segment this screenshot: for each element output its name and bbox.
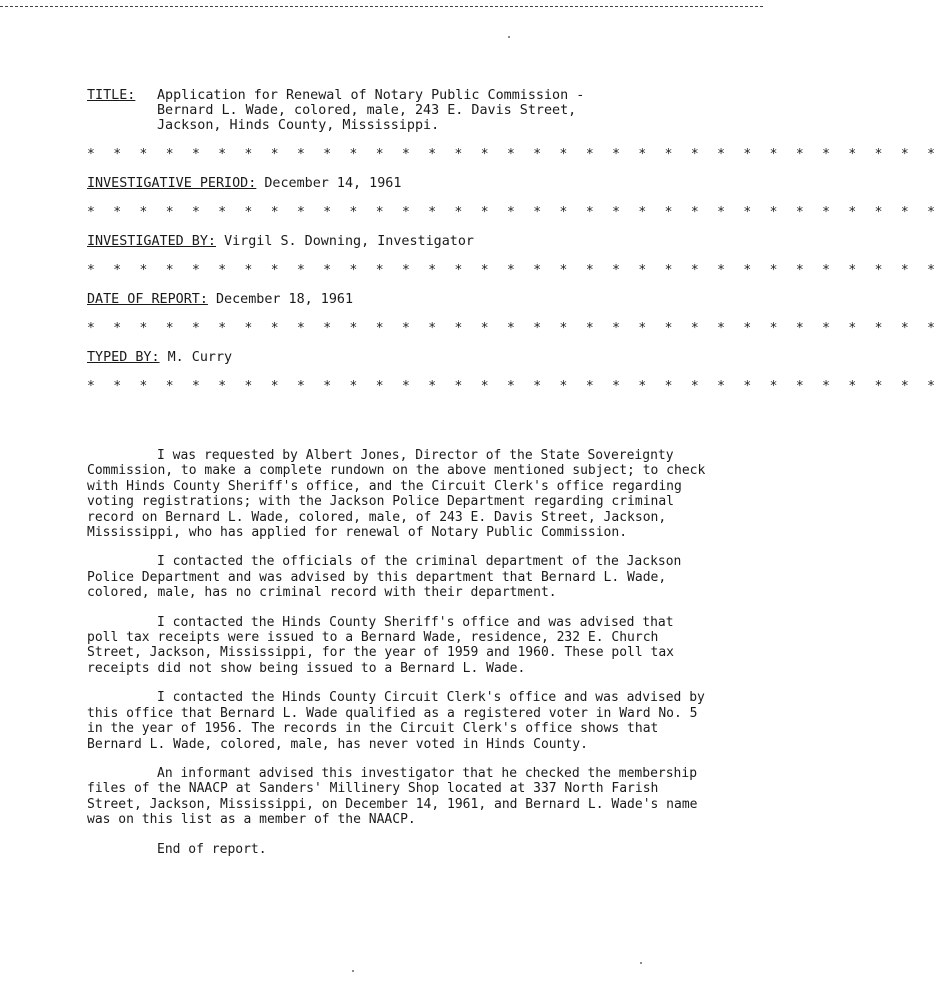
star-separator: * * * * * * * * * * * * * * * * * * * * * * * * * * * * * * * * * — [87, 321, 940, 336]
scan-speck — [508, 36, 510, 38]
star-separator: * * * * * * * * * * * * * * * * * * * * * * * * * * * * * * * * * — [87, 147, 940, 162]
title-text — [157, 88, 584, 133]
star-separator: * * * * * * * * * * * * * * * * * * * * * * * * * * * * * * * * * — [87, 205, 940, 220]
title-line-2: Bernard L. Wade, colored, male, 243 E. Davis Street, — [157, 103, 577, 118]
scan-speck — [640, 962, 642, 964]
closing-line: End of report. — [157, 841, 267, 857]
body-paragraph: I contacted the Hinds County Sheriff's office and was advised that poll tax receipts were issued to a Bernard Wade, residence, 232 E. Church Street, Jackson, Mississippi, for the year of 1959 and 1960. These poll tax receipts did not show being issued to a Bernard L. Wade. — [87, 614, 674, 676]
investigated-by-value: Virgil S. Downing, Investigator — [224, 234, 474, 249]
typed-by-value: M. Curry — [167, 350, 233, 365]
body-paragraph: I contacted the Hinds County Circuit Clerk's office and was advised by this office that Bernard L. Wade qualified as a registered voter in Ward No. 5 in the year of 1956. The records in the Circuit Clerk's office shows that Bernard L. Wade, colored, male, has never voted in Hinds County. — [87, 690, 705, 752]
title-block — [87, 88, 717, 133]
typed-by — [87, 350, 717, 365]
body-paragraph: I was requested by Albert Jones, Director of the State Sovereignty Commission, to make a complete rundown on the above mentioned subject; to check with Hinds County Sheriff's office, and the Circuit Clerk's office regarding voting registrations; with the Jackson Police Department regarding criminal record on Bernard L. Wade, colored, male, of 243 E. Davis Street, Jackson, Mississippi, who has applied for renewal of Notary Public Commission. — [87, 448, 706, 541]
date-of-report-label: DATE OF REPORT: — [87, 292, 208, 307]
star-separator: * * * * * * * * * * * * * * * * * * * * * * * * * * * * * * * * * — [87, 379, 940, 394]
body-paragraph: An informant advised this investigator that he checked the membership files of the NAACP at Sanders' Millinery Shop located at 337 North Farish Street, Jackson, Mississippi, on December 14, 1961, and Bernard L. Wade's name was on this list as a member of the NAACP. — [87, 765, 698, 828]
star-separator: * * * * * * * * * * * * * * * * * * * * * * * * * * * * * * * * * — [87, 263, 940, 278]
date-of-report-value: December 18, 1961 — [216, 292, 354, 307]
perforated-top-edge — [0, 0, 763, 7]
report-body — [87, 448, 712, 871]
title-line-1: Application for Renewal of Notary Public Commission - — [157, 88, 585, 103]
body-paragraph: I contacted the officials of the criminal department of the Jackson Police Department and was advised by this department that Bernard L. Wade, colored, male, has no criminal record with their department. — [87, 554, 682, 601]
investigated-by — [87, 234, 717, 249]
investigative-period-label: INVESTIGATIVE PERIOD: — [87, 176, 257, 191]
investigative-period — [87, 176, 717, 191]
investigated-by-label: INVESTIGATED BY: — [87, 234, 216, 249]
title-line-3: Jackson, Hinds County, Mississippi. — [157, 118, 440, 133]
typed-by-label: TYPED BY: — [87, 350, 160, 365]
investigative-period-value: December 14, 1961 — [264, 176, 402, 191]
date-of-report — [87, 292, 717, 307]
report-header — [87, 88, 940, 408]
scan-speck — [352, 970, 354, 972]
title-label: TITLE: — [87, 88, 136, 103]
